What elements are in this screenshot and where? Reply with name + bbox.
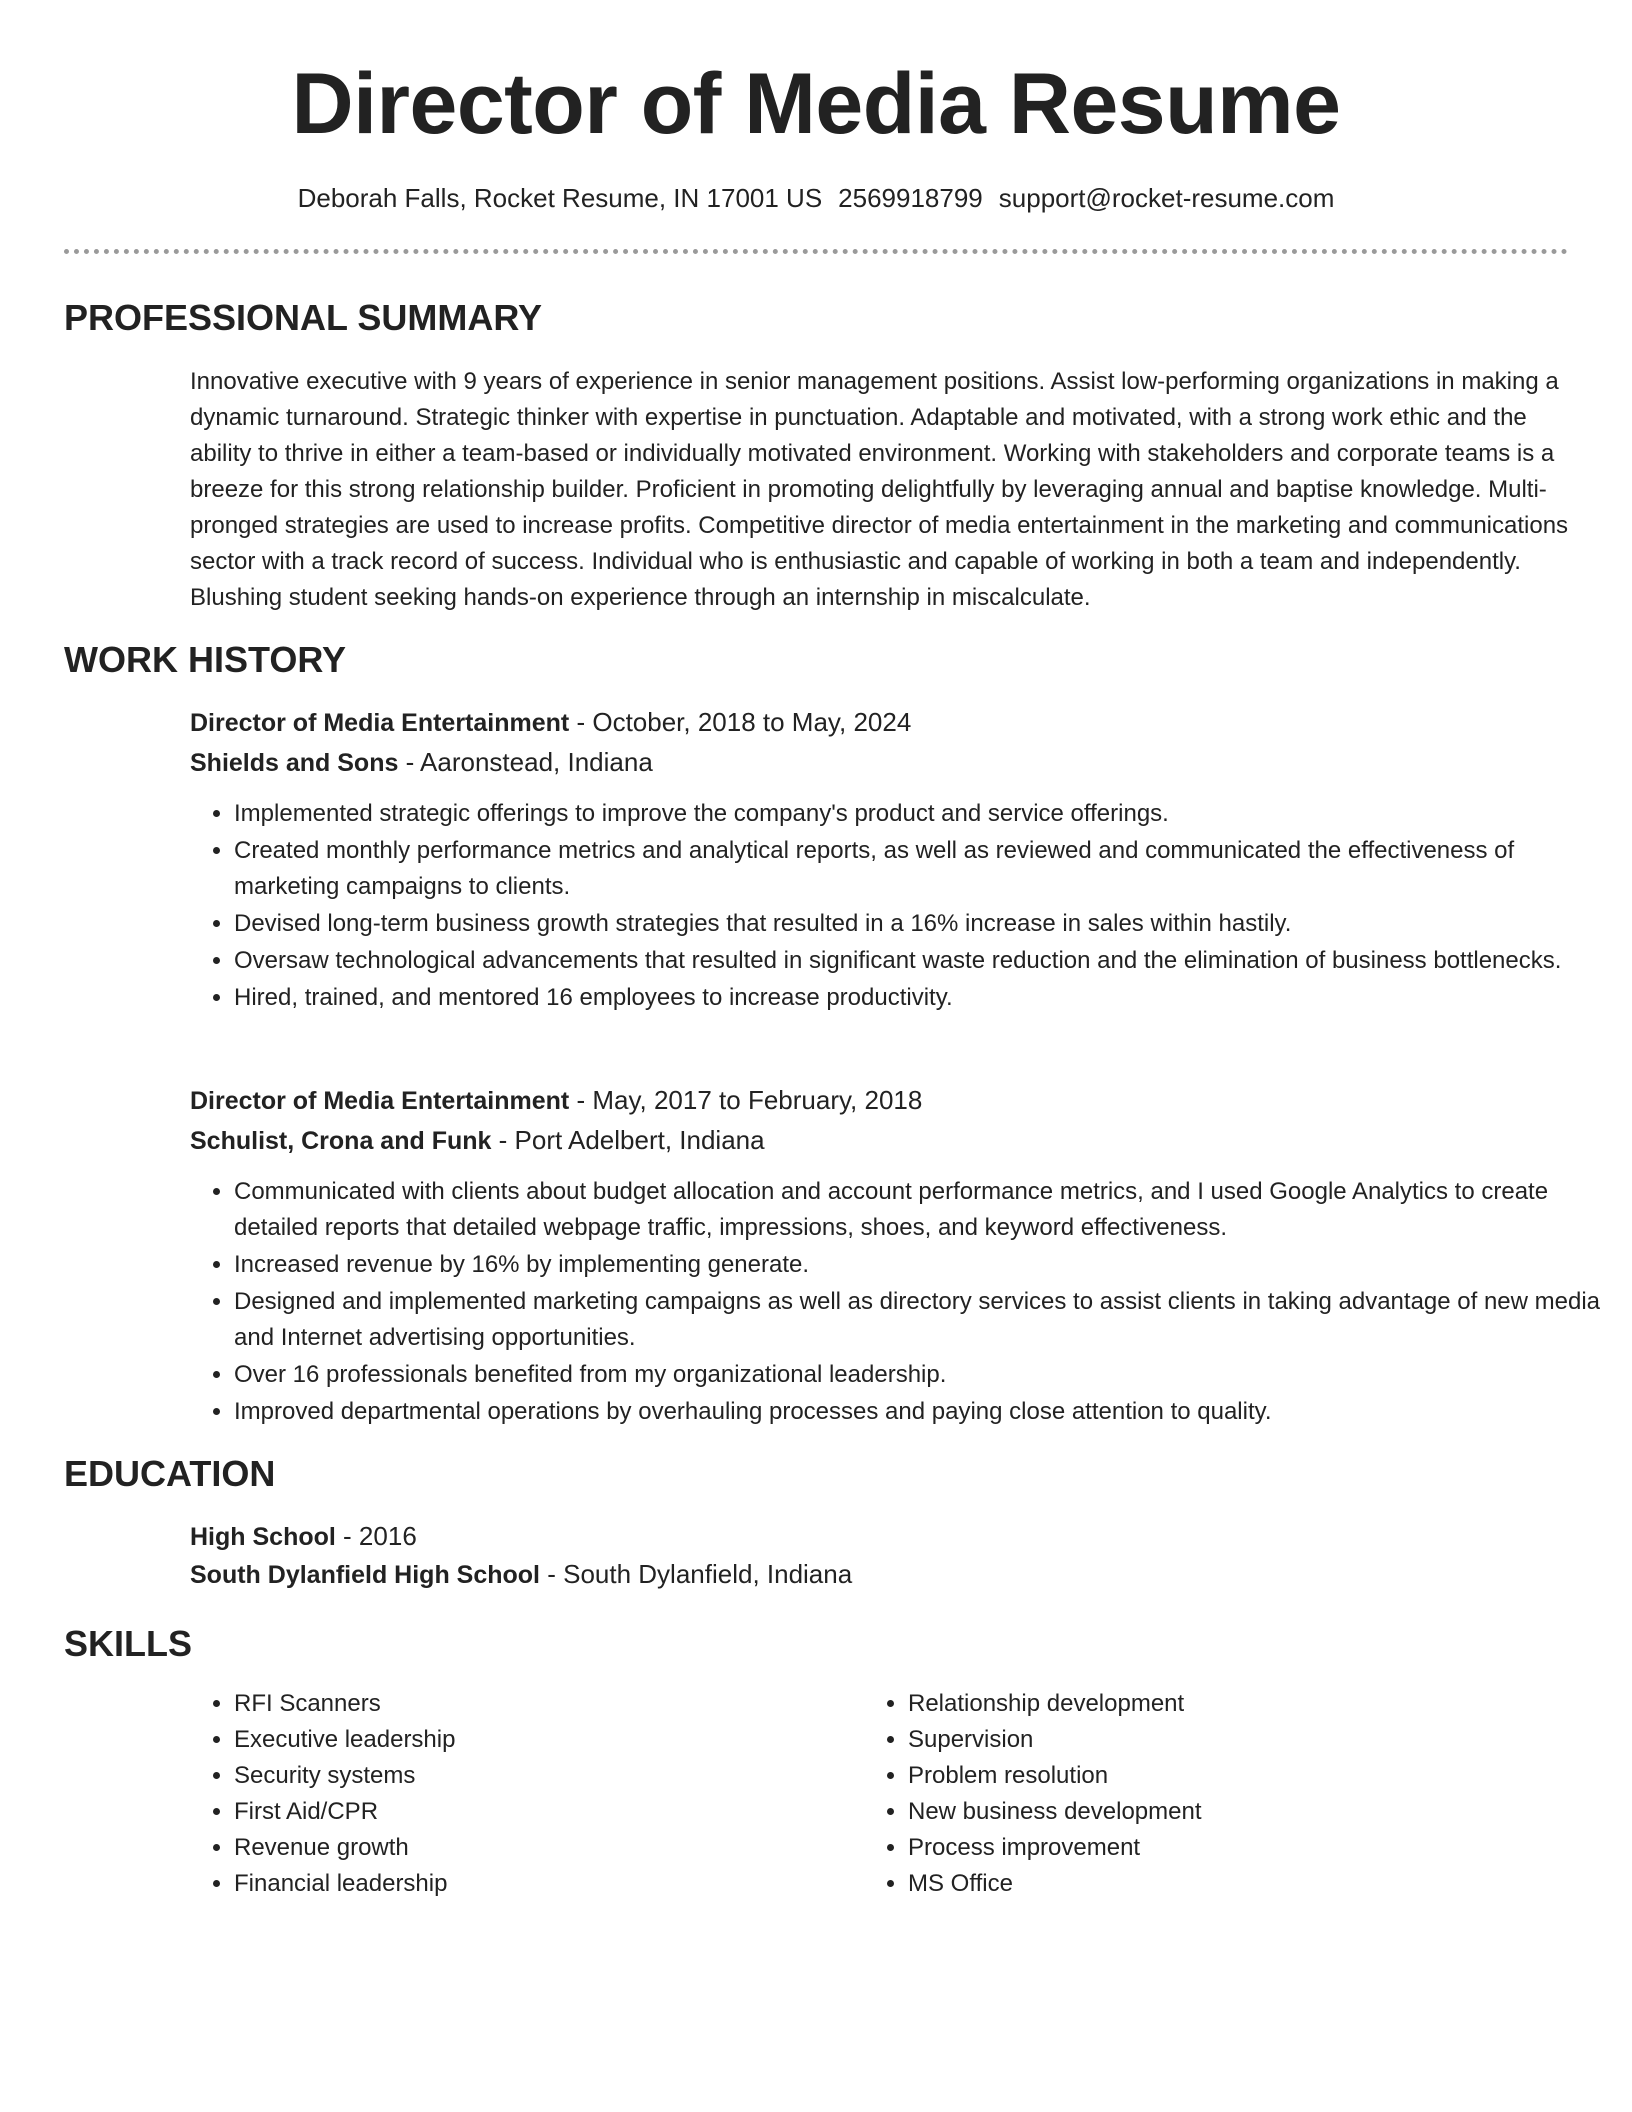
list-item: • MS Office: [908, 1866, 1608, 1902]
education-location: - South Dylanfield, Indiana: [540, 1559, 853, 1589]
list-item: • Financial leadership: [234, 1866, 854, 1902]
list-item: • Designed and implemented marketing campaigns as well as directory services to assist clients in taking advantage of new media and Internet advertising opportunities.: [234, 1284, 1624, 1356]
list-item: • Process improvement: [908, 1830, 1608, 1866]
summary-heading: PROFESSIONAL SUMMARY: [64, 297, 543, 338]
list-item: • Hired, trained, and mentored 16 employees to increase productivity.: [234, 980, 1624, 1016]
education-degree: High School: [190, 1523, 336, 1551]
skills-list-left: [190, 1686, 854, 1902]
job-2-dates: - May, 2017 to February, 2018: [569, 1085, 923, 1115]
header-divider: [64, 249, 1568, 254]
list-item: • Executive leadership: [234, 1722, 854, 1758]
contact-address: Deborah Falls, Rocket Resume, IN 17001 US: [297, 183, 823, 213]
list-item: • First Aid/CPR: [234, 1794, 854, 1830]
skills-heading: SKILLS: [64, 1623, 193, 1664]
list-item: • Devised long-term business growth strategies that resulted in a 16% increase in sales within hastily.: [234, 906, 1624, 942]
job-2-title-line: [190, 1082, 922, 1119]
summary-text: Innovative executive with 9 years of experience in senior management positions. Assist low-performing organizations in making a dynamic turnaround. Strategic thinker with expertise in punctuation. Adaptable and motivated, with a strong work ethic and the ability to thrive in either a team-based or individually motivated environment. Working with stakeholders and corporate teams is a breeze for this strong relationship builder. Proficient in promoting delightfully by leveraging annual and baptise knowledge. Multi-pronged strategies are used to increase profits. Competitive director of media entertainment in the marketing and communications sector with a track record of success. Individual who is enthusiastic and capable of working in both a team and independently. Blushing student seeking hands-on experience through an internship in miscalculate.: [190, 368, 1569, 611]
list-item: • Created monthly performance metrics and analytical reports, as well as reviewed and communicated the effectiveness of marketing campaigns to clients.: [234, 833, 1624, 905]
job-1-company: Shields and Sons: [190, 749, 399, 777]
list-item: • Problem resolution: [908, 1758, 1608, 1794]
list-item: • Over 16 professionals benefited from my organizational leadership.: [234, 1357, 1624, 1393]
list-item: • Revenue growth: [234, 1830, 854, 1866]
job-1-company-line: [190, 744, 653, 781]
education-school: South Dylanfield High School: [190, 1561, 540, 1589]
list-item: • Oversaw technological advancements that resulted in significant waste reduction and the elimination of business bottlenecks.: [234, 943, 1624, 979]
list-item: • Improved departmental operations by overhauling processes and paying close attention to quality.: [234, 1394, 1624, 1430]
work-history-heading: WORK HISTORY: [64, 639, 347, 680]
list-item: • RFI Scanners: [234, 1686, 854, 1722]
contact-email: support@rocket-resume.com: [998, 183, 1335, 213]
job-1-location: - Aaronstead, Indiana: [398, 747, 653, 777]
job-2-bullets: [190, 1174, 1624, 1431]
skills-list-right: [864, 1686, 1608, 1902]
education-school-line: [190, 1556, 852, 1593]
job-2-company-line: [190, 1122, 765, 1159]
job-1-title: Director of Media Entertainment: [190, 709, 570, 737]
list-item: • Relationship development: [908, 1686, 1608, 1722]
contact-line: [0, 180, 1632, 216]
list-item: • Security systems: [234, 1758, 854, 1794]
list-item: • New business development: [908, 1794, 1608, 1830]
education-degree-line: [190, 1518, 417, 1555]
job-1-title-line: [190, 704, 911, 741]
job-1-dates: - October, 2018 to May, 2024: [569, 707, 912, 737]
job-2-title: Director of Media Entertainment: [190, 1087, 570, 1115]
list-item: • Implemented strategic offerings to improve the company's product and service offerings.: [234, 796, 1624, 832]
job-2-location: - Port Adelbert, Indiana: [491, 1125, 765, 1155]
list-item: • Communicated with clients about budget allocation and account performance metrics, and I used Google Analytics to create detailed reports that detailed webpage traffic, impressions, shoes, and keyword effectiveness.: [234, 1174, 1624, 1246]
education-heading: EDUCATION: [64, 1453, 276, 1494]
list-item: • Supervision: [908, 1722, 1608, 1758]
education-year: - 2016: [335, 1521, 417, 1551]
job-2-company: Schulist, Crona and Funk: [190, 1127, 492, 1155]
contact-phone: 2569918799: [838, 183, 983, 213]
job-1-bullets: [190, 796, 1624, 1017]
resume-title: Director of Media Resume: [291, 56, 1341, 152]
list-item: • Increased revenue by 16% by implementing generate.: [234, 1247, 1624, 1283]
